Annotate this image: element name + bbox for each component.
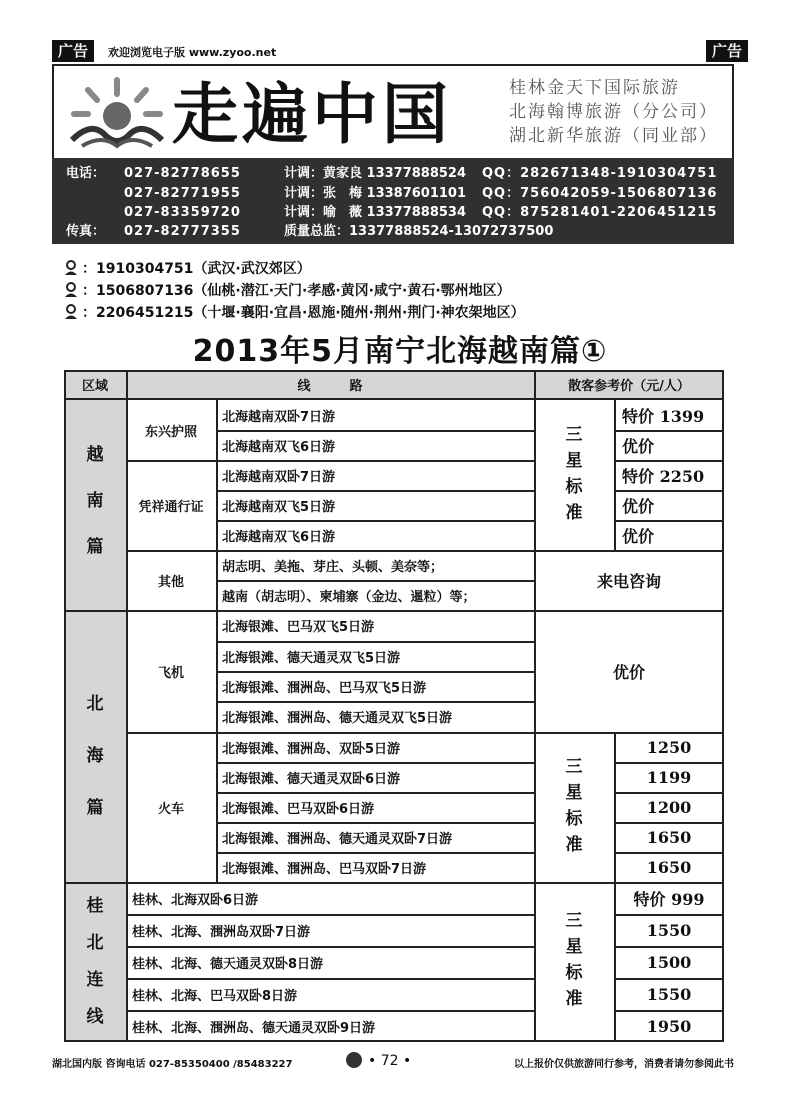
footer-edition: 湖北国内版 咨询电话 027-85350400 /85483227 (52, 1059, 293, 1070)
footer (52, 1055, 734, 1071)
header-banner (52, 64, 734, 160)
header-route: 线 路 (126, 370, 534, 398)
phone-number: 027-82771955 (124, 186, 241, 201)
person-icon (64, 282, 78, 297)
region-label-vietnam: 越 南 篇 (86, 445, 104, 557)
route-item: 越南（胡志明）、柬埔寨（金边、暹粒）等； (222, 589, 476, 605)
price-value: 优价 (622, 436, 655, 456)
hotline-item (64, 302, 525, 324)
pricing-table (64, 370, 724, 1042)
sun-logo-icon (62, 76, 172, 152)
price-value: 优价 (622, 526, 655, 546)
route-item: 北海银滩、德天通灵双卧6日游 (222, 771, 401, 787)
person-icon (64, 304, 78, 319)
contact-band (52, 158, 734, 244)
price-value: 特价 2250 (622, 466, 705, 486)
category-other: 其他 (157, 574, 184, 590)
price-value: 1500 (646, 952, 692, 972)
price-value: 1650 (646, 857, 692, 877)
page-title: 2013年5月南宁北海越南篇① (192, 334, 608, 369)
qq-contact: QQ：282671348-1910304751 (482, 166, 718, 181)
ad-tag-right: 广告 (706, 40, 748, 62)
hotline-item (64, 258, 525, 280)
route-item: 桂林、北海、涠洲岛、德天通灵双卧9日游 (132, 1020, 376, 1036)
quality-supervisor: 质量总监：13377888524-13072737500 (284, 224, 554, 239)
category-train: 火车 (157, 801, 184, 817)
tier-label: 三 星 标 准 (565, 911, 583, 1009)
route-item: 北海银滩、涠洲岛、德天通灵双飞5日游 (222, 711, 453, 726)
price-value: 1550 (646, 920, 692, 940)
tier-label: 三 星 标 准 (565, 757, 583, 855)
qq-contact: QQ：756042059-1506807136 (482, 186, 718, 201)
route-item: 北海银滩、巴马双飞5日游 (222, 620, 375, 635)
price-value: 优价 (622, 496, 655, 516)
price-value: 特价 1399 (622, 406, 705, 426)
category-plane: 飞机 (157, 665, 184, 681)
route-item: 北海越南双卧7日游 (222, 409, 336, 425)
page-number-text: • 72 • (368, 1053, 412, 1069)
agency-item: 湖北新华旅游（同业部） (509, 126, 718, 146)
route-item: 桂林、北海、德天通灵双卧8日游 (132, 956, 324, 972)
price-value: 1199 (646, 767, 692, 787)
region-label-guibei: 桂 北 连 线 (86, 896, 104, 1027)
hotline-text: ：1910304751（武汉·武汉郊区） (82, 261, 311, 277)
agency-list (509, 76, 718, 148)
fax-label: 传真： (66, 224, 106, 239)
planner-contact: 计调：喻 薇 13377888534 (284, 205, 467, 220)
hotline-text: ：1506807136（仙桃·潜江·天门·孝感·黄冈·咸宁·黄石·鄂州地区） (82, 283, 511, 299)
agency-item: 北海翰博旅游（分公司） (509, 102, 718, 122)
header-price: 散客参考价（元/人） (534, 370, 724, 398)
route-item: 北海越南双飞6日游 (222, 529, 336, 545)
planner-contact: 计调：黄家良 13377888524 (284, 166, 467, 181)
route-item: 北海银滩、涠洲岛、巴马双卧7日游 (222, 861, 427, 877)
plane-price: 优价 (612, 662, 645, 682)
phone-number: 027-82778655 (124, 166, 241, 181)
region-label-beihai: 北 海 篇 (86, 694, 104, 818)
hotline-item (64, 280, 525, 302)
agency-item: 桂林金天下国际旅游 (509, 78, 680, 98)
call-for-price: 来电咨询 (596, 571, 661, 591)
phone-number: 027-83359720 (124, 205, 241, 220)
route-item: 北海越南双飞6日游 (222, 439, 336, 455)
tier-label: 三 星 标 准 (565, 425, 583, 523)
route-item: 桂林、北海、涠洲岛双卧7日游 (132, 924, 311, 940)
route-item: 胡志明、美拖、芽庄、头顿、美奈等； (222, 559, 444, 575)
table-header-row (64, 370, 724, 400)
phone-label: 电话： (66, 166, 106, 181)
planner-contact: 计调：张 梅 13387601101 (284, 186, 467, 201)
site-note: 欢迎浏览电子版 www.zyoo.net (108, 46, 277, 59)
person-icon (64, 260, 78, 275)
footer-disclaimer: 以上报价仅供旅游同行参考，消费者请勿参阅此书 (514, 1059, 734, 1070)
route-item: 北海银滩、涠洲岛、巴马双飞5日游 (222, 680, 427, 696)
route-item: 桂林、北海双卧6日游 (132, 892, 259, 908)
price-value: 1950 (646, 1016, 692, 1036)
hotline-text: ：2206451215（十堰·襄阳·宜昌·恩施·随州·荆州·荆门·神农架地区） (82, 305, 525, 321)
price-value: 1250 (646, 737, 692, 757)
price-value: 1200 (646, 797, 692, 817)
page-badge-icon (346, 1052, 362, 1068)
hotline-list (64, 258, 525, 324)
price-value: 1650 (646, 827, 692, 847)
route-item: 北海银滩、涠洲岛、德天通灵双卧7日游 (222, 831, 453, 847)
route-item: 北海越南双卧7日游 (222, 469, 336, 485)
price-value: 特价 999 (633, 889, 705, 909)
category-dongxing: 东兴护照 (144, 424, 197, 440)
header-region: 区域 (64, 370, 126, 398)
price-value: 1550 (646, 984, 692, 1004)
route-item: 北海银滩、德天通灵双飞5日游 (222, 650, 401, 666)
route-item: 北海银滩、巴马双卧6日游 (222, 801, 375, 817)
fax-number: 027-82777355 (124, 224, 241, 239)
route-item: 北海越南双飞5日游 (222, 499, 336, 515)
route-item: 北海银滩、涠洲岛、双卧5日游 (222, 741, 401, 757)
qq-contact: QQ：875281401-2206451215 (482, 205, 718, 220)
route-item: 桂林、北海、巴马双卧8日游 (132, 988, 298, 1004)
ad-tag-left: 广告 (52, 40, 94, 62)
category-pingxiang: 凭祥通行证 (138, 499, 204, 515)
page-number (346, 1052, 411, 1069)
brand-name: 走遍中国 (172, 75, 452, 153)
